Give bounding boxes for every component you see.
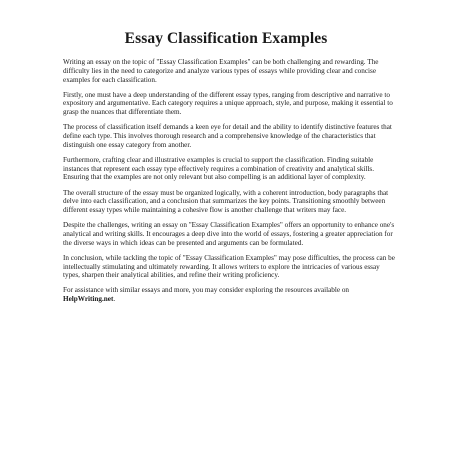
paragraph-conclusion: In conclusion, while tackling the topic of "Essay Classification Examples" may pose difficulties, the process can be intellectually stimulating and ultimately rewarding. It allows writers to explore the intricacies of various essay types, sharpen their analytical abilities, and refine their writing proficiency. bbox=[63, 253, 395, 280]
page-title: Essay Classification Examples bbox=[124, 30, 328, 47]
closing-period: . bbox=[113, 295, 116, 304]
paragraph-closing bbox=[63, 286, 395, 304]
paragraph-structure: The overall structure of the essay must be organized logically, with a coherent introduction, body paragraphs that delve into each classification, and a conclusion that summarizes the key points. Transitioning smoothly between different essay types while maintaining a cohesive flow is another challenge that writers may face. bbox=[63, 188, 389, 215]
paragraph-opportunity: Despite the challenges, writing an essay on "Essay Classification Examples" offers an opportunity to enhance one's analytical and writing skills. It encourages a deep dive into the world of essays, fostering a greater appreciation for the diverse ways in which ideas can be presented and arguments can be formulated. bbox=[63, 221, 395, 247]
closing-text: For assistance with similar essays and more, you may consider exploring the resources available on bbox=[63, 286, 350, 295]
paragraph-essay-types: Firstly, one must have a deep understanding of the different essay types, ranging from descriptive and narrative to expository and argumentative. Each category requires a unique approach, style, and purpose, making it essential to grasp the nuances that differentiate them. bbox=[63, 90, 393, 117]
document-body bbox=[63, 58, 395, 310]
helpwriting-link[interactable]: HelpWriting.net bbox=[63, 295, 114, 304]
paragraph-intro: Writing an essay on the topic of "Essay Classification Examples" can be both challenging and rewarding. The difficulty lies in the need to categorize and analyze various types of essays while providing clear and concise examples for each classification. bbox=[63, 58, 379, 84]
paragraph-classification-process: The process of classification itself demands a keen eye for detail and the ability to identify distinctive features that define each type. This involves thorough research and a comprehensive knowledge of the characteristics that distinguish one essay category from another. bbox=[63, 123, 392, 149]
paragraph-examples: Furthermore, crafting clear and illustrative examples is crucial to support the classification. Finding suitable instances that represent each essay type effectively requires a combination of creativity and analytical skills. Ensuring that the examples are not only relevant but also compelling is an additional layer of complexity. bbox=[63, 155, 375, 182]
